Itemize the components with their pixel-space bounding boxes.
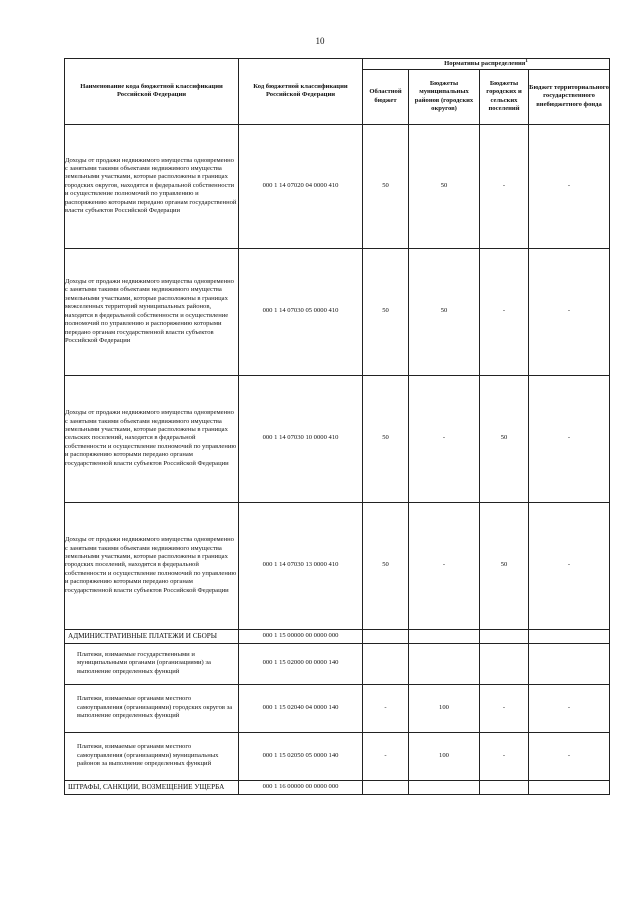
row-settlements: 50 xyxy=(480,375,529,502)
row-code: 000 1 14 07030 05 0000 410 xyxy=(239,248,363,375)
row-name: Доходы от продажи недвижимого имущества одновременно с занятыми такими объектами недвижимого имущества земельными участками, которые расположены в границах городских поселений, находятся в федеральной собственности и осуществление полномочий по управлению и распоряжению которыми передано органам государственной власти субъектов Российской Федерации xyxy=(65,502,239,629)
row-fund: - xyxy=(529,684,610,732)
row-code: 000 1 15 02040 04 0000 140 xyxy=(239,684,363,732)
row-settlements: - xyxy=(480,124,529,248)
row-code: 000 1 14 07020 04 0000 410 xyxy=(239,124,363,248)
table-row xyxy=(65,502,610,629)
row-name: Платежи, взимаемые государственными и муниципальными органами (организациями) за выполнение определенных функций xyxy=(65,643,239,684)
row-municipal: 100 xyxy=(409,732,480,780)
row-settlements xyxy=(480,780,529,794)
header-regional-budget: Областной бюджет xyxy=(363,69,409,124)
row-regional: 50 xyxy=(363,502,409,629)
row-municipal xyxy=(409,629,480,643)
header-code-column: Код бюджетной классификации Российской Федерации xyxy=(239,59,363,125)
header-municipal-districts: Бюджеты муниципальных районов (городских округов) xyxy=(409,69,480,124)
row-fund: - xyxy=(529,375,610,502)
row-municipal: 100 xyxy=(409,684,480,732)
row-code: 000 1 16 00000 00 0000 000 xyxy=(239,780,363,794)
header-norms xyxy=(363,59,610,70)
table-row xyxy=(65,732,610,780)
row-name: Доходы от продажи недвижимого имущества одновременно с занятыми такими объектами недвижимого имущества земельными участками, которые расположены в границах межселенных территорий муниципальных районов, находятся в федеральной собственности и осуществление полномочий по управлению и распоряжению которыми передано органам государственной власти субъектов Российской Федерации xyxy=(65,248,239,375)
row-regional: 50 xyxy=(363,375,409,502)
row-fund xyxy=(529,780,610,794)
row-municipal: 50 xyxy=(409,248,480,375)
row-regional: - xyxy=(363,732,409,780)
table-row xyxy=(65,375,610,502)
row-settlements xyxy=(480,629,529,643)
header-norms-label: Нормативы распределения xyxy=(444,60,526,68)
row-regional: 50 xyxy=(363,124,409,248)
row-municipal xyxy=(409,643,480,684)
row-code: 000 1 14 07030 13 0000 410 xyxy=(239,502,363,629)
row-settlements: - xyxy=(480,248,529,375)
row-name: Доходы от продажи недвижимого имущества одновременно с занятыми такими объектами недвижимого имущества земельными участками, которые расположены в границах сельских поселений, находятся в федеральной собственности и осуществление полномочий по управлению и распоряжению которыми передано органам государственной власти субъектов Российской Федерации xyxy=(65,375,239,502)
row-municipal: 50 xyxy=(409,124,480,248)
row-regional xyxy=(363,629,409,643)
row-regional xyxy=(363,643,409,684)
table-row xyxy=(65,124,610,248)
budget-classification-table xyxy=(64,58,610,795)
table-row xyxy=(65,780,610,794)
row-settlements: 50 xyxy=(480,502,529,629)
row-municipal xyxy=(409,780,480,794)
header-norms-footnote: 1 xyxy=(525,59,528,64)
row-code: 000 1 15 02000 00 0000 140 xyxy=(239,643,363,684)
row-settlements: - xyxy=(480,732,529,780)
header-settlements: Бюджеты городских и сельских поселений xyxy=(480,69,529,124)
row-fund xyxy=(529,629,610,643)
row-fund xyxy=(529,643,610,684)
row-code: 000 1 14 07030 10 0000 410 xyxy=(239,375,363,502)
row-name: ШТРАФЫ, САНКЦИИ, ВОЗМЕЩЕНИЕ УЩЕРБА xyxy=(65,780,239,794)
row-regional: - xyxy=(363,684,409,732)
header-extrabudgetary-fund: Бюджет территориального государственного внебюджетного фонда xyxy=(529,69,610,124)
row-fund: - xyxy=(529,124,610,248)
page-number: 10 xyxy=(315,36,325,46)
row-name: Доходы от продажи недвижимого имущества одновременно с занятыми такими объектами недвижимого имущества земельными участками, которые расположены в границах городских округов, находятся в федеральной собственности и осуществление полномочий по управлению и распоряжению которыми передано органам государственной власти субъектов Российской Федерации xyxy=(65,124,239,248)
row-name: Платежи, взимаемые органами местного самоуправления (организациями) городских округов за выполнение определенных функций xyxy=(65,684,239,732)
row-fund: - xyxy=(529,502,610,629)
table-row xyxy=(65,643,610,684)
table-row xyxy=(65,629,610,643)
row-code: 000 1 15 02050 05 0000 140 xyxy=(239,732,363,780)
table-row xyxy=(65,684,610,732)
row-name: Платежи, взимаемые органами местного самоуправления (организациями) муниципальных районов за выполнение определенных функций xyxy=(65,732,239,780)
table-row xyxy=(65,248,610,375)
row-regional: 50 xyxy=(363,248,409,375)
row-settlements xyxy=(480,643,529,684)
row-regional xyxy=(363,780,409,794)
row-municipal: - xyxy=(409,375,480,502)
row-municipal: - xyxy=(409,502,480,629)
row-settlements: - xyxy=(480,684,529,732)
row-name: АДМИНИСТРАТИВНЫЕ ПЛАТЕЖИ И СБОРЫ xyxy=(65,629,239,643)
row-fund: - xyxy=(529,732,610,780)
row-fund: - xyxy=(529,248,610,375)
header-name-column: Наименование кода бюджетной классификации Российской Федерации xyxy=(65,59,239,125)
row-code: 000 1 15 00000 00 0000 000 xyxy=(239,629,363,643)
